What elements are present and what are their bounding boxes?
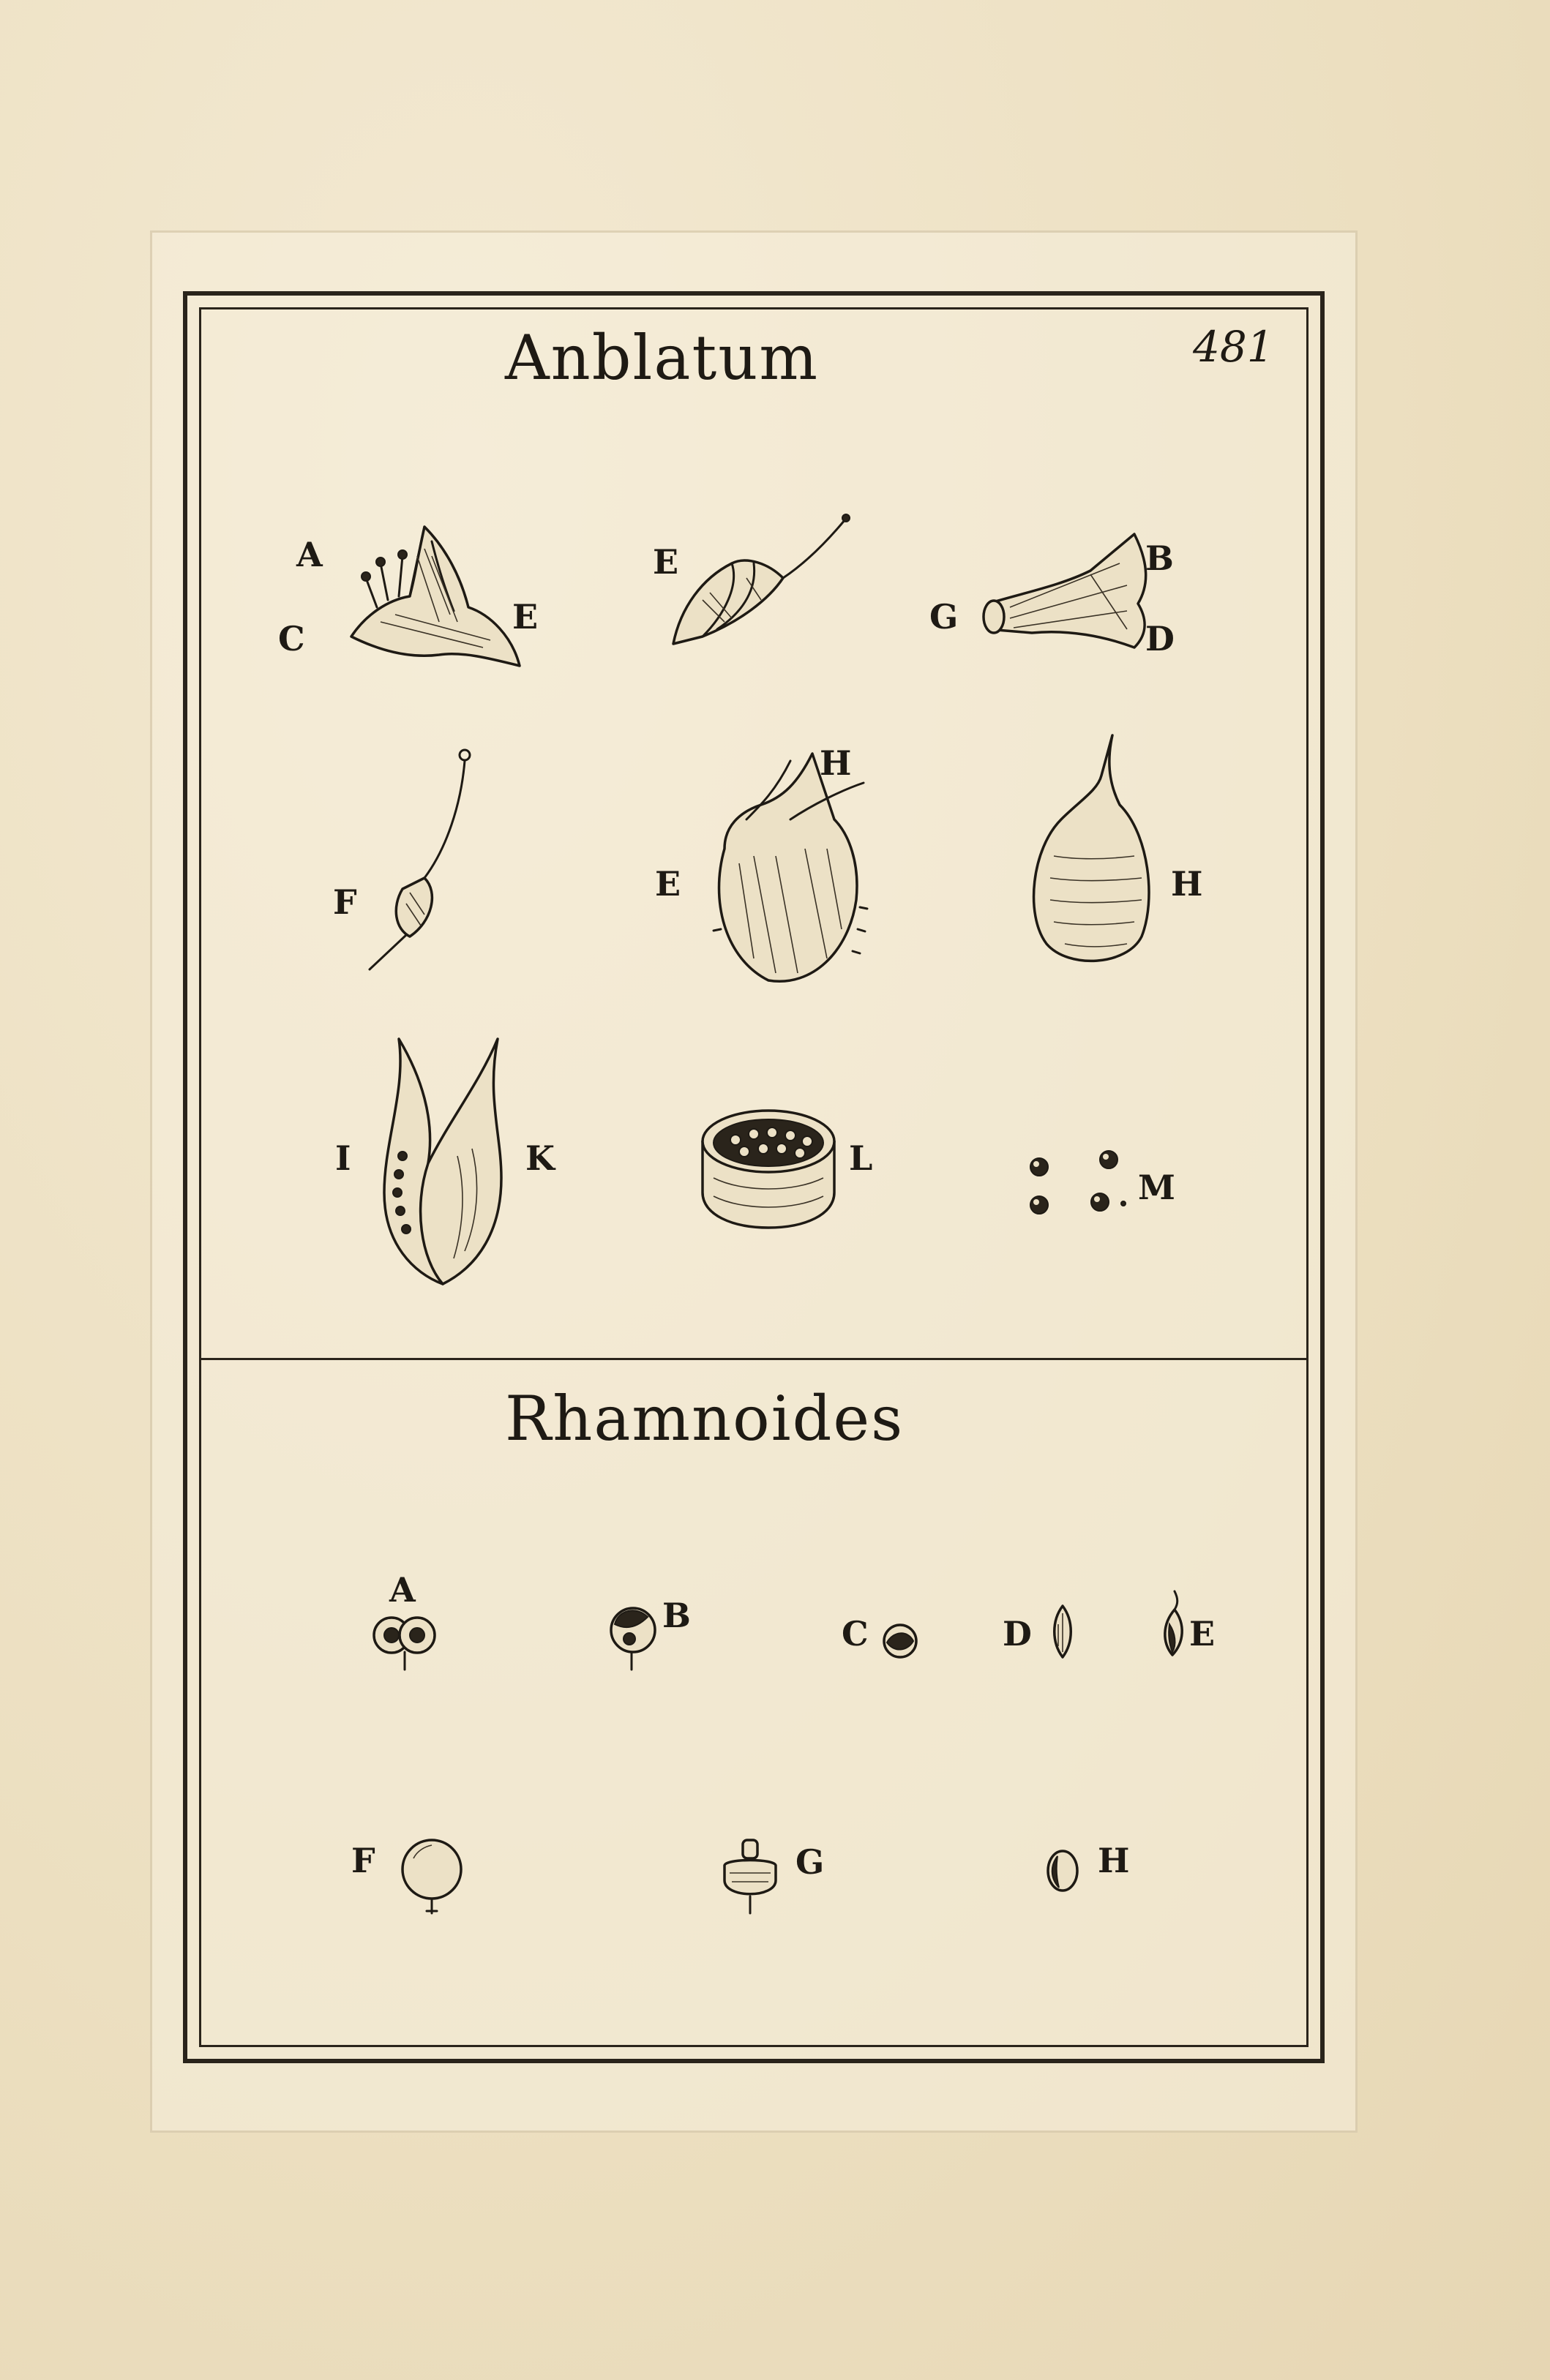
figure-f-bottom bbox=[399, 1836, 465, 1917]
label-g-bottom: G bbox=[795, 1842, 825, 1882]
label-e-top-3: E bbox=[655, 864, 681, 904]
page-number: 481 bbox=[1193, 322, 1274, 372]
calyx-figure-bgd bbox=[981, 519, 1156, 651]
figure-b-bottom bbox=[607, 1602, 659, 1672]
figure-e-bottom bbox=[1156, 1588, 1189, 1661]
label-f-top: F bbox=[333, 882, 357, 922]
figure-g-bottom bbox=[721, 1836, 779, 1917]
seeds-figure-m bbox=[1021, 1145, 1131, 1225]
flower-figure-e bbox=[659, 512, 864, 651]
bottom-title: Rhamnoides bbox=[505, 1383, 905, 1454]
capsule-figure-ik bbox=[370, 1032, 516, 1288]
cross-section-figure-l bbox=[699, 1105, 838, 1229]
figure-a-bottom bbox=[370, 1610, 443, 1672]
figure-h-bottom bbox=[1043, 1847, 1083, 1895]
label-b-bottom: B bbox=[662, 1596, 691, 1635]
label-l-top: L bbox=[849, 1138, 873, 1178]
label-k-top: K bbox=[525, 1138, 555, 1178]
label-c-bottom: C bbox=[842, 1614, 869, 1653]
figure-c-bottom bbox=[878, 1621, 922, 1661]
fruit-figure-h bbox=[1025, 732, 1164, 966]
label-b-top: B bbox=[1145, 538, 1174, 578]
section-divider bbox=[199, 1358, 1308, 1360]
top-title: Anblatum bbox=[505, 322, 819, 394]
label-m-top: M bbox=[1138, 1168, 1175, 1207]
label-h-bottom: H bbox=[1098, 1841, 1130, 1880]
figure-d-bottom bbox=[1048, 1602, 1077, 1661]
label-c-top: C bbox=[278, 619, 305, 658]
pistil-figure-f bbox=[351, 746, 483, 966]
flower-figure-ace bbox=[337, 512, 527, 673]
label-e-top-1: E bbox=[512, 597, 539, 637]
label-h-top-2: H bbox=[1171, 864, 1203, 904]
label-i-top: I bbox=[335, 1138, 351, 1178]
label-d-bottom: D bbox=[1003, 1614, 1032, 1653]
label-f-bottom: F bbox=[351, 1841, 375, 1880]
label-h-top-1: H bbox=[820, 743, 852, 783]
label-e-bottom: E bbox=[1189, 1614, 1216, 1653]
label-g-top: G bbox=[929, 597, 959, 637]
label-e-top-2: E bbox=[653, 542, 679, 582]
label-a-top: A bbox=[296, 535, 323, 574]
label-d-top: D bbox=[1145, 619, 1175, 658]
label-a-bottom: A bbox=[389, 1570, 416, 1610]
